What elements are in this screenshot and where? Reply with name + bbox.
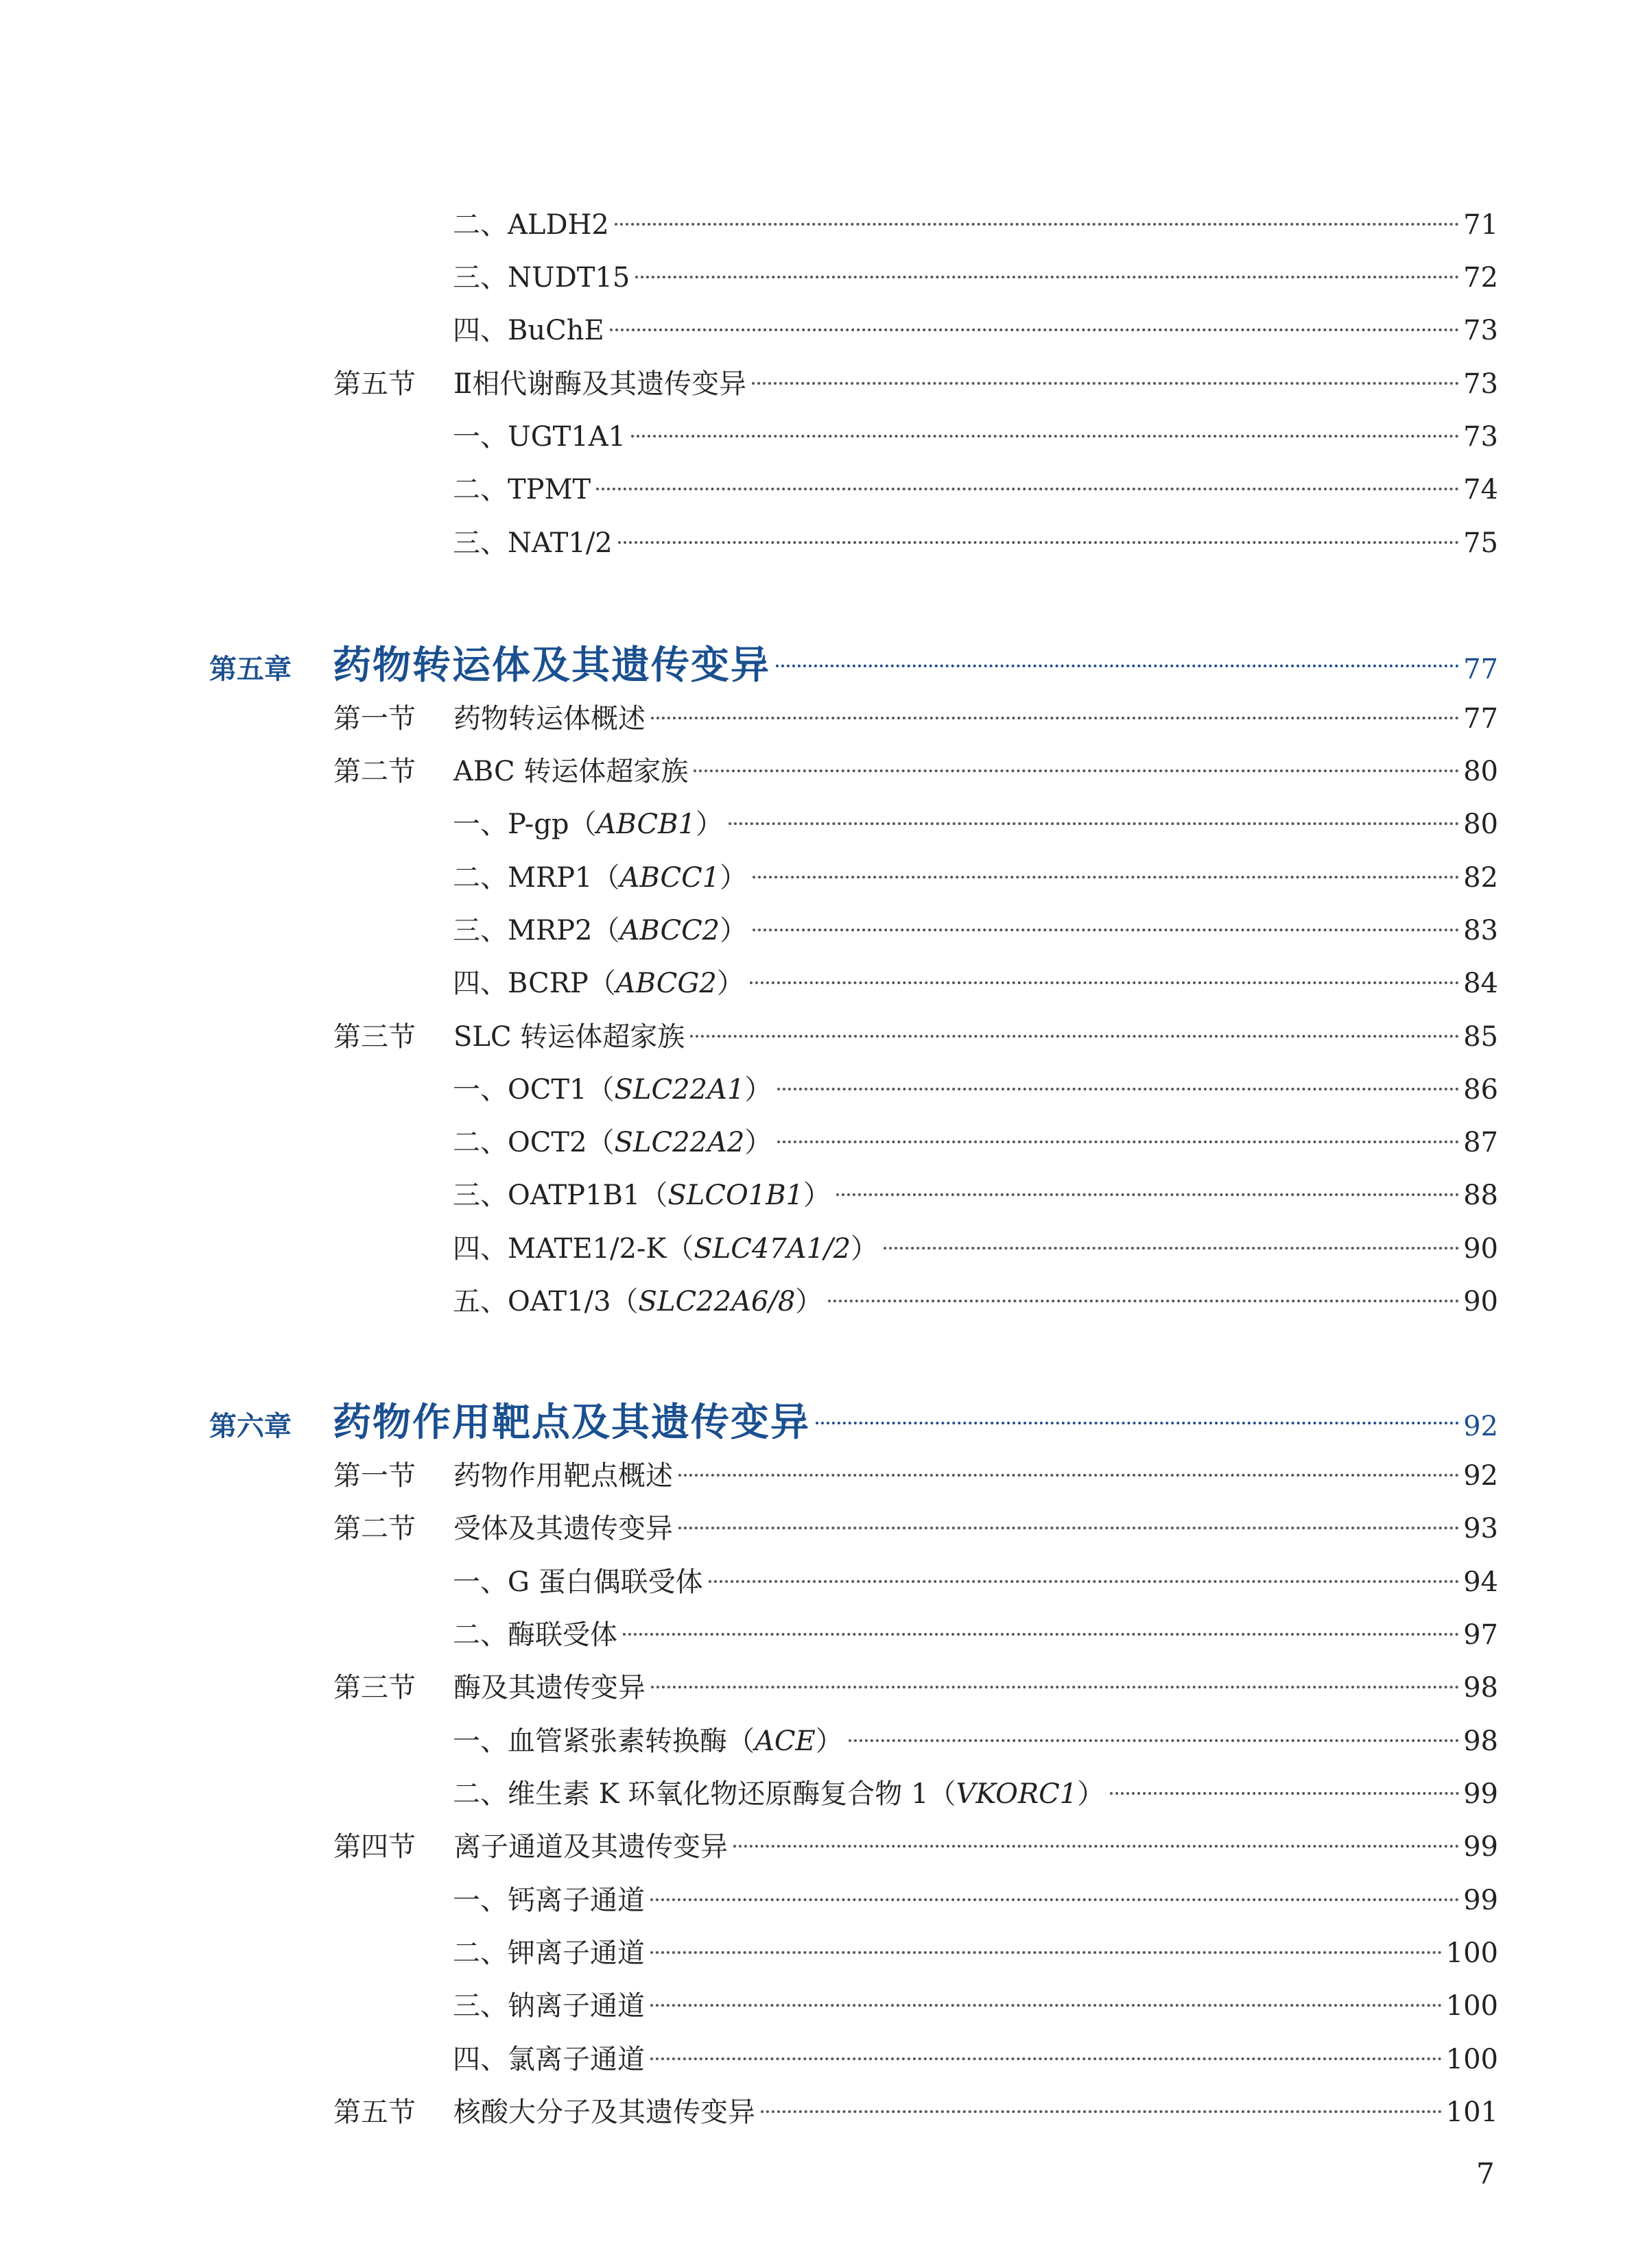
entry-page-number: 80 bbox=[1463, 756, 1498, 787]
entry-title bbox=[453, 698, 646, 739]
entry-title-tail: ） bbox=[803, 1180, 831, 1211]
dot-leader bbox=[615, 223, 1459, 226]
entry-page-number: 99 bbox=[1463, 1885, 1498, 1916]
dot-leader bbox=[635, 276, 1459, 278]
gene-symbol: ABCC2 bbox=[619, 915, 720, 946]
toc-item-row[interactable] bbox=[453, 963, 1498, 1004]
entry-title bbox=[453, 1826, 728, 1867]
gene-symbol: VKORC1 bbox=[956, 1778, 1078, 1810]
toc-section-row[interactable] bbox=[333, 1667, 1498, 1708]
dot-leader bbox=[752, 382, 1459, 385]
entry-title bbox=[453, 804, 723, 845]
dot-leader bbox=[828, 1300, 1459, 1302]
dot-leader bbox=[610, 329, 1459, 331]
entry-page-number: 93 bbox=[1463, 1513, 1498, 1544]
entry-title bbox=[453, 523, 613, 564]
dot-leader bbox=[753, 876, 1459, 879]
section-number: 第二节 bbox=[333, 1513, 416, 1544]
dot-leader bbox=[836, 1193, 1459, 1196]
entry-title-text: 一、G 蛋白偶联受体 bbox=[453, 1566, 703, 1598]
section-number: 第二节 bbox=[333, 756, 416, 787]
entry-title bbox=[453, 1880, 645, 1921]
gene-symbol: ABCB1 bbox=[596, 809, 696, 840]
toc-item-row[interactable] bbox=[453, 1614, 1498, 1656]
entry-page-number: 84 bbox=[1463, 968, 1498, 999]
entry-title-text: 五、OAT1/3（ bbox=[453, 1286, 639, 1317]
entry-title-text: 一、UGT1A1 bbox=[453, 421, 626, 453]
toc-item-row[interactable] bbox=[453, 2039, 1498, 2080]
section-number: 第三节 bbox=[333, 1672, 416, 1704]
entry-page-number: 85 bbox=[1463, 1021, 1498, 1053]
toc-chapter-row[interactable] bbox=[209, 638, 1498, 693]
toc-section-row[interactable] bbox=[333, 751, 1498, 792]
toc-section-row[interactable] bbox=[333, 698, 1498, 739]
entry-title-tail: ） bbox=[815, 1726, 843, 1757]
toc-item-row[interactable] bbox=[453, 1721, 1498, 1762]
dot-leader bbox=[650, 1898, 1459, 1901]
entry-title-text: 二、酶联受体 bbox=[453, 1619, 617, 1651]
entry-title-text: 三、OATP1B1（ bbox=[453, 1180, 668, 1211]
dot-leader bbox=[776, 665, 1459, 667]
entry-page-number: 82 bbox=[1463, 862, 1498, 894]
dot-leader bbox=[650, 2004, 1442, 2007]
entry-page-number: 99 bbox=[1463, 1778, 1498, 1810]
entry-title-text: 四、BCRP（ bbox=[453, 968, 616, 999]
gene-symbol: ABCG2 bbox=[615, 968, 717, 999]
dot-leader bbox=[750, 981, 1459, 984]
entry-title bbox=[453, 363, 746, 405]
chapter-title: 药物转运体及其遗传变异 bbox=[333, 643, 770, 688]
entry-title-text: 二、维生素 K 环氧化物还原酶复合物 1（ bbox=[453, 1778, 956, 1810]
section-number: 第一节 bbox=[333, 1460, 416, 1492]
dot-leader bbox=[729, 822, 1459, 825]
gene-symbol: SLC47A1/2 bbox=[694, 1233, 851, 1265]
toc-item-row[interactable] bbox=[453, 857, 1498, 898]
dot-leader bbox=[849, 1739, 1459, 1742]
entry-title-text: 二、OCT2（ bbox=[453, 1127, 615, 1158]
entry-title-text: 三、NUDT15 bbox=[453, 262, 630, 294]
entry-title-text: ABC 转运体超家族 bbox=[453, 756, 689, 787]
section-number: 第一节 bbox=[333, 703, 416, 735]
entry-title-text: 离子通道及其遗传变异 bbox=[453, 1831, 728, 1863]
entry-page-number: 87 bbox=[1463, 1127, 1498, 1158]
entry-title bbox=[453, 1175, 831, 1216]
entry-page-number: 100 bbox=[1445, 1937, 1498, 1969]
entry-title-text: 四、MATE1/2-K（ bbox=[453, 1233, 694, 1265]
entry-title-text: 核酸大分子及其遗传变异 bbox=[453, 2097, 755, 2128]
entry-page-number: 73 bbox=[1463, 421, 1498, 453]
toc-item-row[interactable] bbox=[453, 1281, 1498, 1322]
dot-leader bbox=[650, 2057, 1442, 2060]
entry-page-number: 75 bbox=[1463, 527, 1498, 559]
entry-page-number: 101 bbox=[1445, 2097, 1498, 2128]
entry-title bbox=[453, 1667, 646, 1708]
dot-leader bbox=[678, 1474, 1459, 1477]
entry-page-number: 72 bbox=[1463, 262, 1498, 294]
entry-page-number: 94 bbox=[1463, 1566, 1498, 1598]
entry-page-number: 88 bbox=[1463, 1180, 1498, 1211]
entry-title-text: 一、P-gp（ bbox=[453, 809, 597, 840]
toc-section-row[interactable] bbox=[333, 1016, 1498, 1058]
toc-chapter-row[interactable] bbox=[209, 1395, 1498, 1450]
dot-leader bbox=[596, 488, 1459, 490]
entry-page-number: 86 bbox=[1463, 1074, 1498, 1106]
entry-page-number: 99 bbox=[1463, 1831, 1498, 1863]
entry-title-text: 三、NAT1/2 bbox=[453, 527, 613, 559]
entry-title-tail: ） bbox=[1077, 1778, 1105, 1810]
dot-leader bbox=[709, 1580, 1459, 1583]
entry-page-number: 73 bbox=[1463, 315, 1498, 346]
entry-title-text: 一、钙离子通道 bbox=[453, 1885, 645, 1916]
entry-title-text: 四、BuChE bbox=[453, 315, 604, 346]
entry-title bbox=[453, 416, 626, 457]
entry-title-text: 药物作用靶点概述 bbox=[453, 1460, 673, 1492]
dot-leader bbox=[777, 1088, 1459, 1090]
entry-page-number: 80 bbox=[1463, 809, 1498, 840]
gene-symbol: SLC22A1 bbox=[614, 1074, 745, 1106]
toc-section-row[interactable] bbox=[333, 363, 1498, 405]
dot-leader bbox=[694, 769, 1459, 772]
entry-title bbox=[453, 910, 747, 951]
toc-item-row[interactable] bbox=[453, 416, 1498, 457]
entry-title-tail: ） bbox=[716, 968, 744, 999]
entry-title bbox=[453, 857, 747, 898]
dot-leader bbox=[651, 717, 1459, 719]
page-number: 7 bbox=[1476, 2157, 1495, 2191]
dot-leader bbox=[650, 1951, 1442, 1954]
toc-item-row[interactable] bbox=[453, 204, 1498, 246]
entry-title-tail: ） bbox=[744, 1127, 772, 1158]
entry-title bbox=[453, 257, 630, 298]
entry-title-text: Ⅱ相代谢酶及其遗传变异 bbox=[453, 368, 747, 400]
gene-symbol: ACE bbox=[755, 1726, 816, 1757]
toc-item-row[interactable] bbox=[453, 1985, 1498, 2027]
toc-item-row[interactable] bbox=[453, 1880, 1498, 1921]
gene-symbol: SLC22A6/8 bbox=[638, 1286, 796, 1317]
entry-title bbox=[453, 1228, 878, 1269]
entry-title bbox=[453, 2092, 755, 2133]
entry-page-number: 90 bbox=[1463, 1286, 1498, 1317]
toc-item-row[interactable] bbox=[453, 804, 1498, 845]
chapter-title: 药物作用靶点及其遗传变异 bbox=[333, 1400, 810, 1445]
entry-title-text: SLC 转运体超家族 bbox=[453, 1021, 685, 1053]
toc-item-row[interactable] bbox=[453, 910, 1498, 951]
entry-page-number: 83 bbox=[1463, 915, 1498, 946]
entry-title bbox=[453, 469, 591, 510]
entry-page-number: 98 bbox=[1463, 1672, 1498, 1704]
entry-title bbox=[453, 1455, 673, 1496]
section-number: 第五节 bbox=[333, 2097, 416, 2128]
entry-title-text: 二、ALDH2 bbox=[453, 209, 609, 241]
dot-leader bbox=[631, 435, 1459, 438]
toc-item-row[interactable] bbox=[453, 1175, 1498, 1216]
entry-title bbox=[453, 1016, 685, 1058]
entry-title bbox=[453, 1122, 772, 1163]
entry-title-tail: ） bbox=[695, 809, 723, 840]
toc-item-row[interactable] bbox=[453, 1562, 1498, 1603]
dot-leader bbox=[884, 1247, 1459, 1250]
toc-item-row[interactable] bbox=[453, 1228, 1498, 1269]
entry-title-text: 药物转运体概述 bbox=[453, 703, 646, 735]
entry-page-number: 100 bbox=[1445, 2044, 1498, 2075]
entry-page-number: 92 bbox=[1463, 1411, 1498, 1442]
entry-title-text: 四、氯离子通道 bbox=[453, 2044, 645, 2075]
toc-section-row[interactable] bbox=[333, 1826, 1498, 1867]
toc-item-row[interactable] bbox=[453, 469, 1498, 510]
entry-title bbox=[453, 1508, 673, 1549]
dot-leader bbox=[1110, 1792, 1459, 1795]
section-number: 第五节 bbox=[333, 368, 416, 400]
entry-title-text: 三、钠离子通道 bbox=[453, 1990, 645, 2022]
gene-symbol: SLCO1B1 bbox=[667, 1180, 804, 1211]
entry-page-number: 74 bbox=[1463, 474, 1498, 505]
entry-page-number: 98 bbox=[1463, 1726, 1498, 1757]
entry-title-text: 酶及其遗传变异 bbox=[453, 1672, 646, 1704]
entry-page-number: 92 bbox=[1463, 1460, 1498, 1492]
dot-leader bbox=[623, 1633, 1459, 1636]
entry-title-text: 二、钾离子通道 bbox=[453, 1937, 645, 1969]
entry-title-tail: ） bbox=[720, 862, 748, 894]
section-number: 第三节 bbox=[333, 1021, 416, 1053]
entry-title-text: 三、MRP2（ bbox=[453, 915, 620, 946]
chapter-number: 第五章 bbox=[209, 653, 292, 685]
entry-title-text: 一、OCT1（ bbox=[453, 1074, 615, 1106]
toc-item-row[interactable] bbox=[453, 257, 1498, 298]
dot-leader bbox=[777, 1141, 1459, 1143]
entry-title bbox=[453, 1614, 617, 1656]
dot-leader bbox=[753, 929, 1459, 931]
entry-title bbox=[453, 1933, 645, 1974]
toc-item-row[interactable] bbox=[453, 523, 1498, 564]
entry-page-number: 71 bbox=[1463, 209, 1498, 241]
entry-page-number: 97 bbox=[1463, 1619, 1498, 1651]
entry-title bbox=[453, 2039, 645, 2080]
entry-title-text: 一、血管紧张素转换酶（ bbox=[453, 1726, 755, 1757]
dot-leader bbox=[761, 2110, 1442, 2113]
entry-title bbox=[453, 1721, 843, 1762]
entry-title bbox=[453, 751, 688, 792]
dot-leader bbox=[733, 1845, 1459, 1848]
entry-page-number: 90 bbox=[1463, 1233, 1498, 1265]
entry-title-tail: ） bbox=[744, 1074, 772, 1106]
section-number: 第四节 bbox=[333, 1831, 416, 1863]
entry-page-number: 77 bbox=[1463, 654, 1498, 685]
gene-symbol: SLC22A2 bbox=[614, 1127, 745, 1158]
toc-item-row[interactable] bbox=[453, 1122, 1498, 1163]
toc-item-row[interactable] bbox=[453, 310, 1498, 351]
entry-title-text: 受体及其遗传变异 bbox=[453, 1513, 673, 1544]
entry-title bbox=[453, 204, 609, 246]
toc-section-row[interactable] bbox=[333, 2092, 1498, 2133]
entry-title bbox=[453, 310, 604, 351]
entry-title bbox=[453, 1774, 1104, 1815]
entry-title-text: 二、TPMT bbox=[453, 474, 591, 505]
chapter-number: 第六章 bbox=[209, 1410, 292, 1442]
toc-item-row[interactable] bbox=[453, 1069, 1498, 1110]
entry-page-number: 73 bbox=[1463, 368, 1498, 400]
entry-title-tail: ） bbox=[851, 1233, 879, 1265]
toc-item-row[interactable] bbox=[453, 1774, 1498, 1815]
entry-title bbox=[453, 1069, 772, 1110]
entry-page-number: 77 bbox=[1463, 703, 1498, 735]
dot-leader bbox=[651, 1686, 1459, 1688]
gene-symbol: ABCC1 bbox=[619, 862, 720, 894]
entry-title-text: 二、MRP1（ bbox=[453, 862, 620, 894]
dot-leader bbox=[816, 1422, 1459, 1424]
toc-section-row[interactable] bbox=[333, 1508, 1498, 1549]
entry-title bbox=[453, 1985, 645, 2027]
dot-leader bbox=[690, 1035, 1459, 1038]
entry-title bbox=[453, 1562, 703, 1603]
dot-leader bbox=[618, 541, 1459, 544]
entry-title bbox=[453, 1281, 822, 1322]
entry-title bbox=[453, 963, 744, 1004]
toc-item-row[interactable] bbox=[453, 1933, 1498, 1974]
dot-leader bbox=[678, 1527, 1459, 1529]
toc-section-row[interactable] bbox=[333, 1455, 1498, 1496]
entry-title-tail: ） bbox=[720, 915, 748, 946]
entry-page-number: 100 bbox=[1445, 1990, 1498, 2022]
entry-title-tail: ） bbox=[795, 1286, 823, 1317]
